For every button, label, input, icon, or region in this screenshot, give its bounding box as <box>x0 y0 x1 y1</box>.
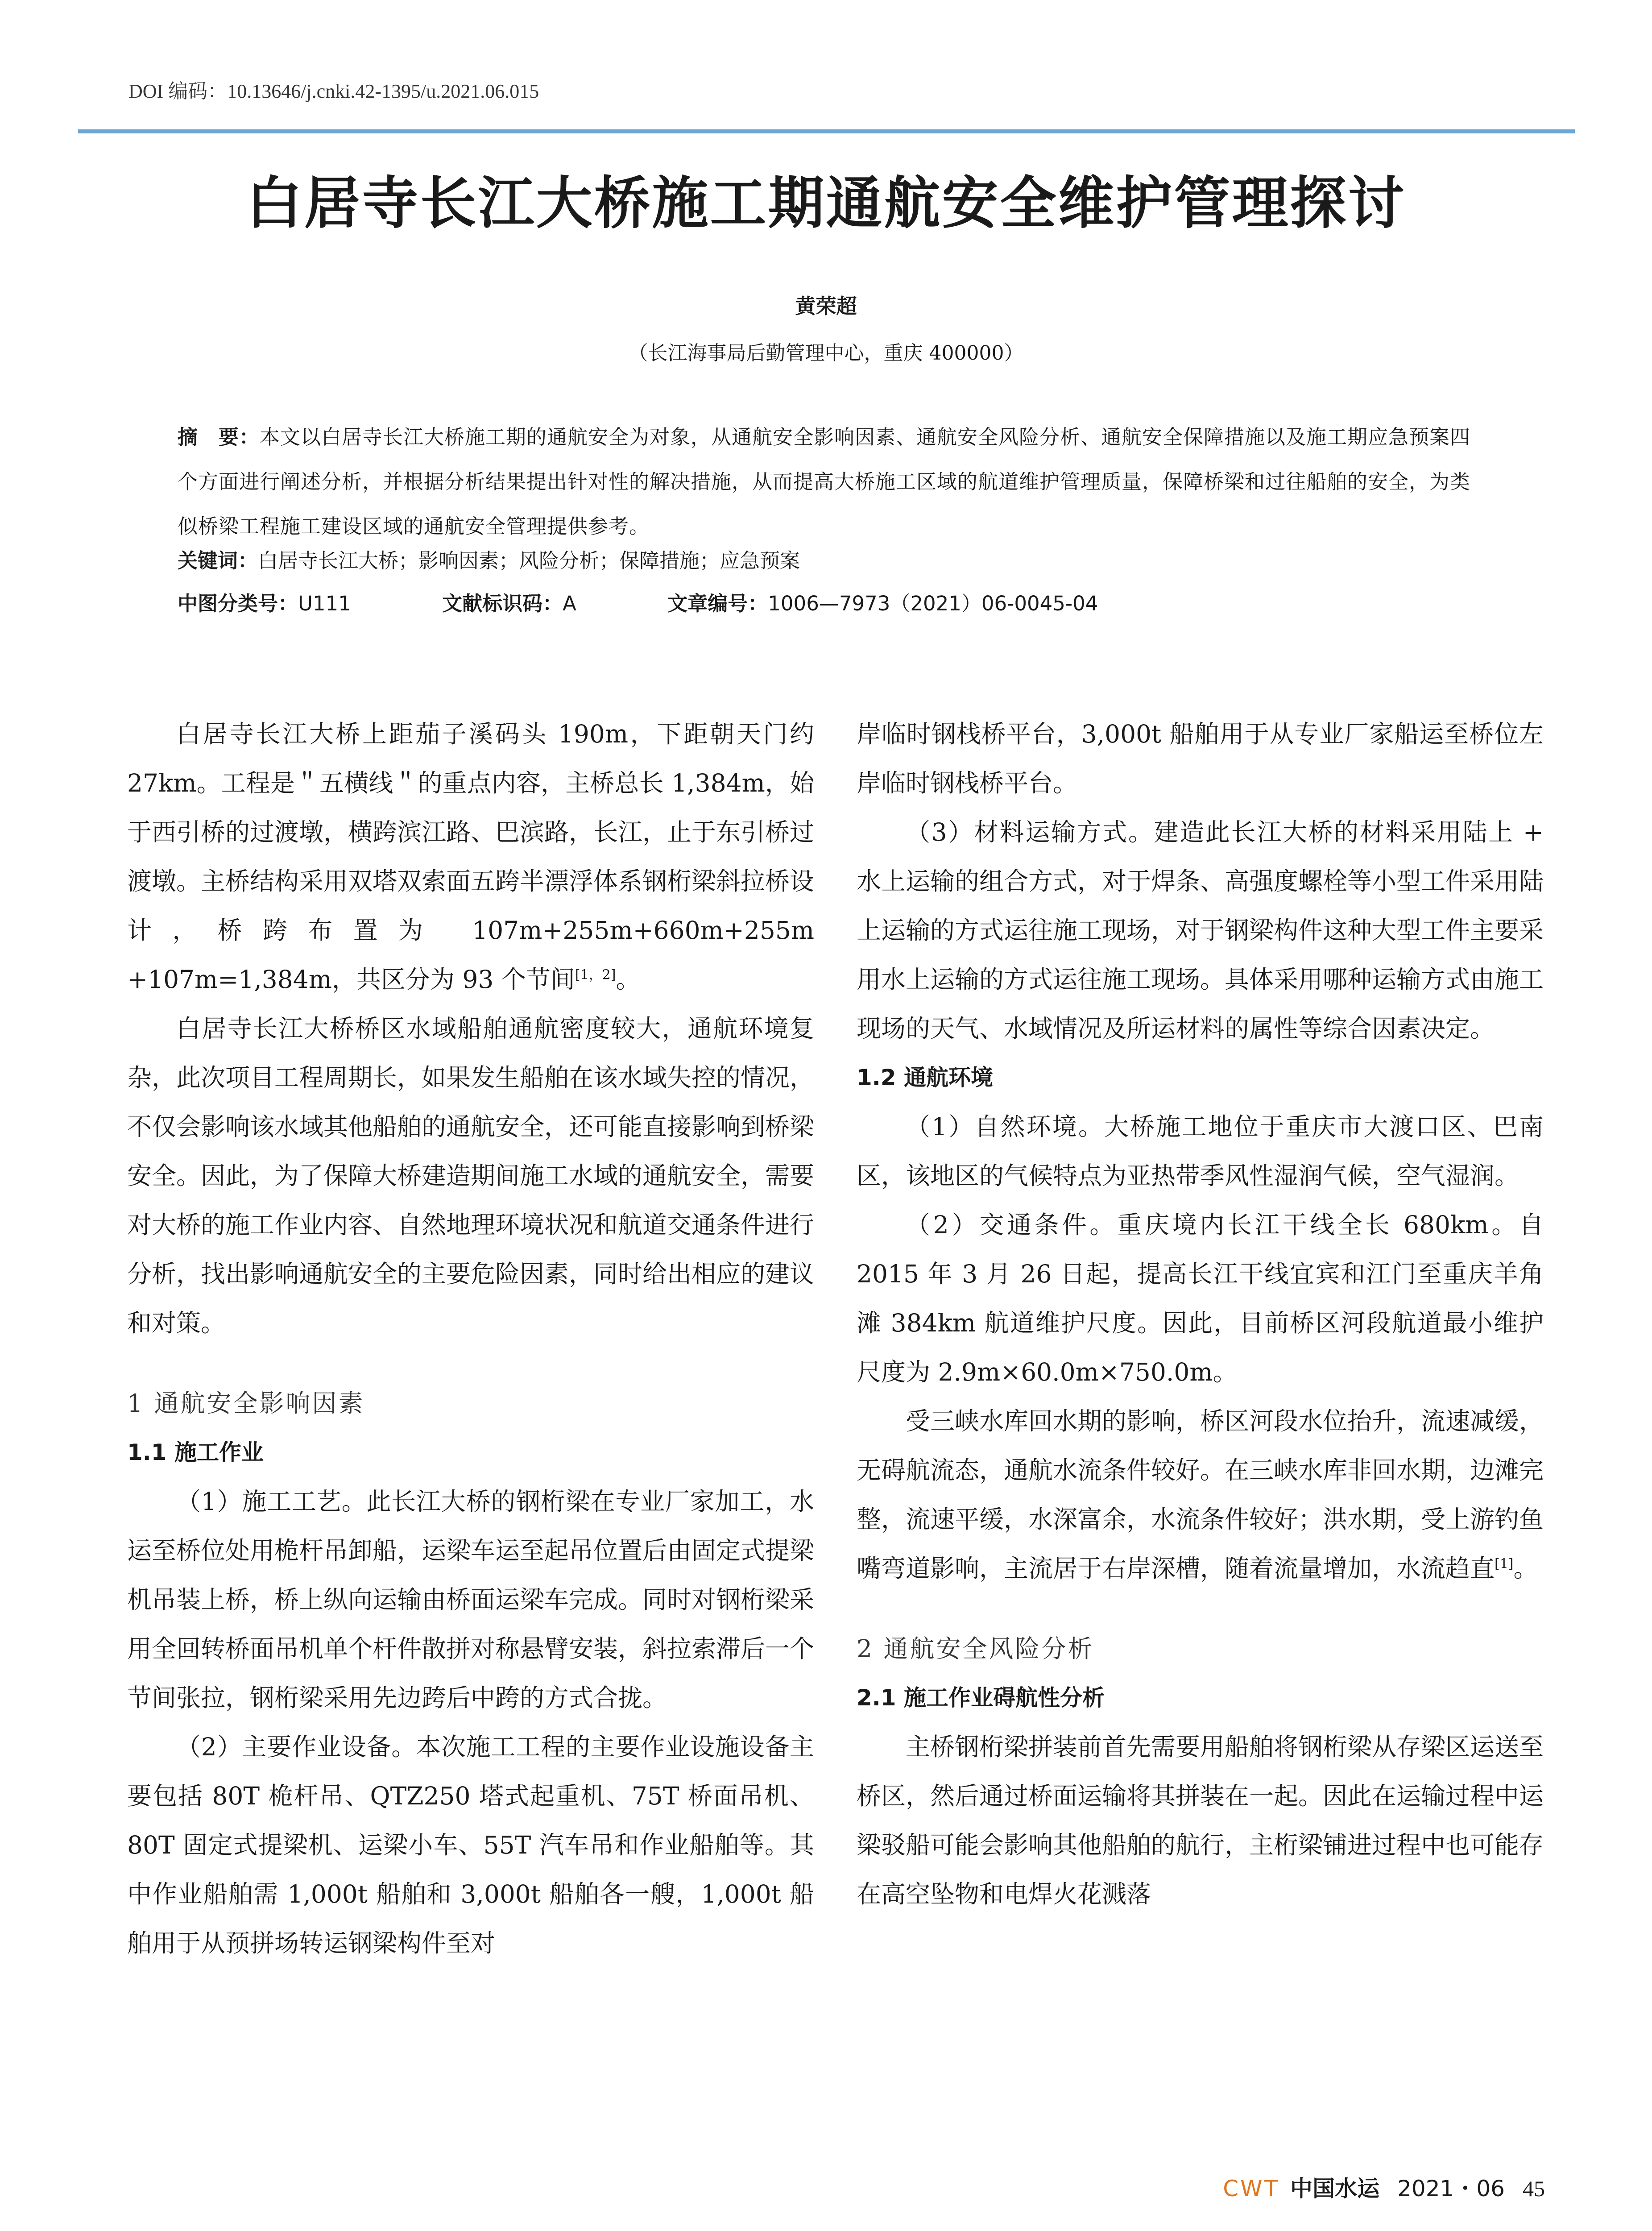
clc-label: 中图分类号： <box>178 592 298 615</box>
keywords <box>178 544 800 573</box>
doi-line: DOI 编码：10.13646/j.cnki.42-1395/u.2021.06.015 <box>128 80 539 102</box>
author-affiliation: （长江海事局后勤管理中心，重庆 400000） <box>628 342 1024 365</box>
paragraph: （2）交通条件。重庆境内长江干线全长 680km。自 2015 年 3 月 26 日起，提高长江干线宜宾和江门至重庆羊角滩 384km 航道维护尺度。因此，目前桥区河段航道最小维护尺度为 2.9m×60.0m×750.0m。 <box>857 1211 1544 1386</box>
article-no-value: 1006—7973（2021）06-0045-04 <box>768 592 1098 615</box>
section-heading-2: 2 通航安全风险分析 <box>857 1634 1094 1663</box>
author-name: 黄荣超 <box>795 294 857 318</box>
paragraph: 白居寺长江大桥桥区水域船舶通航密度较大，通航环境复杂，此次项目工程周期长，如果发生船舶在该水域失控的情况，不仅会影响该水域其他船舶的通航安全，还可能直接影响到桥梁安全。因此，为了保障大桥建造期间施工水域的通航安全，需要对大桥的施工作业内容、自然地理环境状况和航道交通条件进行分析，找出影响通航安全的主要危险因素，同时给出相应的建议和对策。 <box>127 1014 815 1337</box>
citation: [1，2] <box>575 967 616 983</box>
page-number: 45 <box>1523 2176 1545 2201</box>
keywords-label: 关键词： <box>178 549 258 572</box>
abstract-text: 本文以白居寺长江大桥施工期的通航安全为对象，从通航安全影响因素、通航安全风险分析、通航安全保障措施以及施工期应急预案四个方面进行阐述分析，并根据分析结果提出针对性的解决措施，从而提高大桥施工区域的航道维护管理质量，保障桥梁和过往船舶的安全，为类似桥梁工程施工建设区域的通航安全管理提供参考。 <box>178 425 1471 538</box>
doc-code-label: 文献标识码： <box>442 592 563 615</box>
paragraph: （1）施工工艺。此长江大桥的钢桁梁在专业厂家加工，水运至桥位处用桅杆吊卸船，运梁车运至起吊位置后由固定式提梁机吊装上桥，桥上纵向运输由桥面运梁车完成。同时对钢桁梁采用全回转桥面吊机单个杆件散拼对称悬臂安装，斜拉索滞后一个节间张拉，钢桁梁采用先边跨后中跨的方式合拢。 <box>127 1487 815 1712</box>
article-no-label: 文章编号： <box>667 592 768 615</box>
right-column <box>857 709 1544 1919</box>
paragraph: （3）材料运输方式。建造此长江大桥的材料采用陆上 + 水上运输的组合方式，对于焊条、高强度螺栓等小型工件采用陆上运输的方式运往施工现场，对于钢梁构件这种大型工件主要采用水上运输的方式运往施工现场。具体采用哪种运输方式由施工现场的天气、水域情况及所运材料的属性等综合因素决定。 <box>857 818 1544 1043</box>
left-column <box>127 709 814 1968</box>
paragraph: 主桥钢桁梁拼装前首先需要用船舶将钢桁梁从存梁区运送至桥区，然后通过桥面运输将其拼装在一起。因此在运输过程中运梁驳船可能会影响其他船舶的航行，主桁梁铺进过程中也可能存在高空坠物和电焊火花溅落 <box>857 1733 1544 1908</box>
section-heading-1: 1 通航安全影响因素 <box>127 1389 365 1418</box>
paragraph: （1）自然环境。大桥施工地位于重庆市大渡口区、巴南区，该地区的气候特点为亚热带季风性湿润气候，空气湿润。 <box>857 1112 1544 1190</box>
issue-date: 2021・06 <box>1397 2176 1505 2202</box>
abstract-label: 摘 要： <box>178 425 260 449</box>
abstract <box>178 415 1480 549</box>
classification-line <box>178 587 1098 616</box>
journal-name: 中国水运 <box>1290 2175 1380 2202</box>
paragraph: 岸临时钢栈桥平台，3,000t 船舶用于从专业厂家船运至桥位左岸临时钢栈桥平台。 <box>857 720 1544 797</box>
subsection-heading-2-1: 2.1 施工作业碍航性分析 <box>857 1685 1105 1711</box>
journal-logo: CWT <box>1223 2176 1280 2202</box>
subsection-heading-1-1: 1.1 施工作业 <box>127 1439 264 1465</box>
paragraph: （2）主要作业设备。本次施工工程的主要作业设施设备主要包括 80T 桅杆吊、QTZ250 塔式起重机、75T 桥面吊机、80T 固定式提梁机、运梁小车、55T 汽车吊和作业船舶等。其中作业船舶需 1,000t 船舶和 3,000t 船舶各一艘，1,000t 船舶用于从预拼场转运钢梁构件至对 <box>127 1733 814 1957</box>
article-title: 白居寺长江大桥施工期通航安全维护管理探讨 <box>246 170 1406 236</box>
paragraph: 白居寺长江大桥上距茄子溪码头 190m，下距朝天门约 27km。工程是＂五横线＂的重点内容，主桥总长 1,384m，始于西引桥的过渡墩，横跨滨江路、巴滨路，长江，止于东引桥过渡墩。主桥结构采用双塔双索面五跨半漂浮体系钢桁梁斜拉桥设计，桥跨布置为 107m+255m+660m+255m +107m=1,384m，共区分为 93 个节间[1，2]。 <box>127 720 815 994</box>
doc-code-value: A <box>563 592 576 615</box>
citation: [1] <box>1495 1556 1514 1572</box>
clc-value: U111 <box>298 592 351 615</box>
page-footer <box>1223 2171 1545 2203</box>
subsection-heading-1-2: 1.2 通航环境 <box>857 1065 993 1091</box>
keywords-text: 白居寺长江大桥；影响因素；风险分析；保障措施；应急预案 <box>258 549 800 572</box>
paragraph: 受三峡水库回水期的影响，桥区河段水位抬升，流速减缓，无碍航流态，通航水流条件较好。在三峡水库非回水期，边滩完整，流速平缓，水深富余，水流条件较好；洪水期，受上游钓鱼嘴弯道影响，主流居于右岸深槽，随着流量增加，水流趋直[1]。 <box>857 1407 1544 1583</box>
header-divider <box>78 129 1575 133</box>
